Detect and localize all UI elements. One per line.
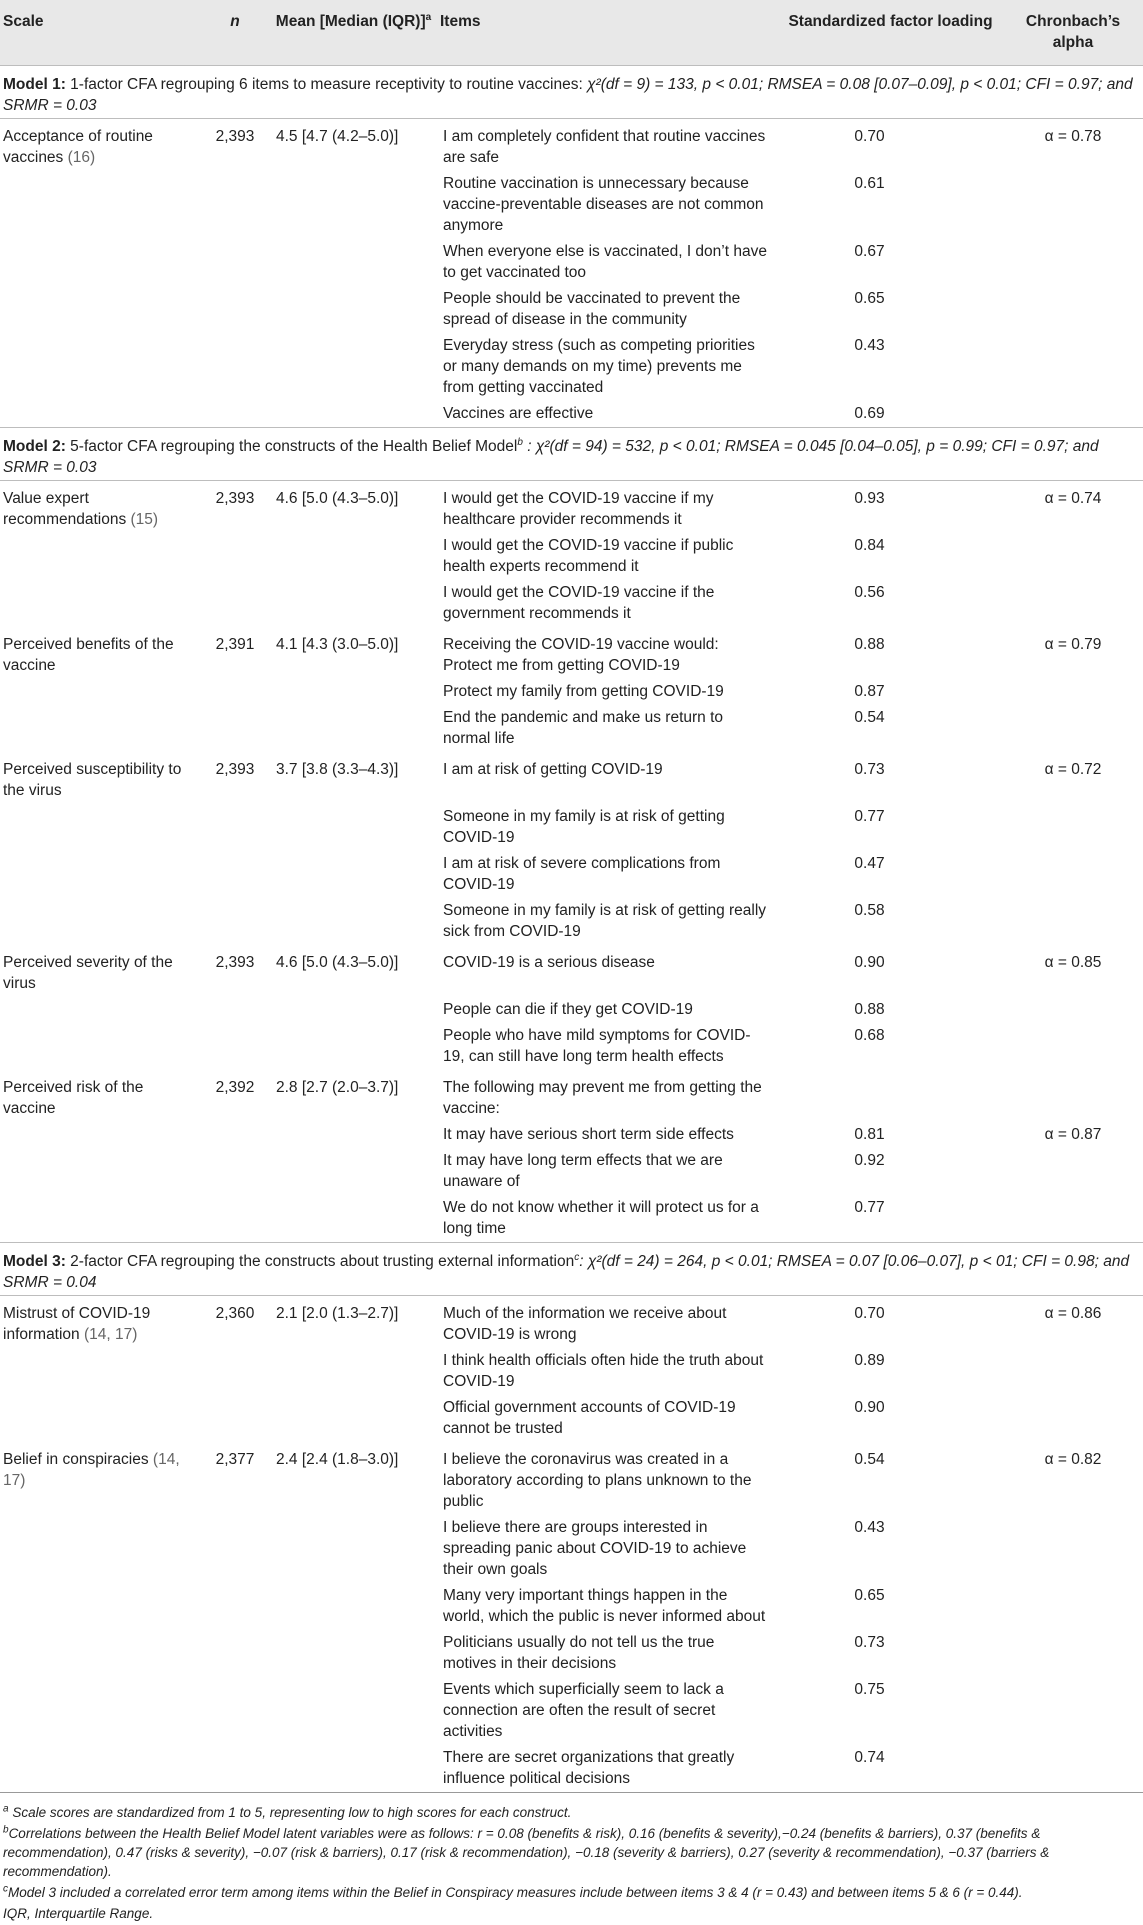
- item-text: Events which superficially seem to lack a connection are often the result of secret activities: [437, 1677, 778, 1745]
- cronbach-alpha: [1003, 804, 1143, 851]
- factor-loading: 0.47: [778, 851, 1003, 898]
- scale-label: Perceived severity of the virus: [3, 954, 173, 992]
- scale-n: 2,377: [200, 1442, 270, 1515]
- table-row: [0, 1195, 1143, 1243]
- empty-cell: [200, 705, 270, 752]
- item-text: Routine vaccination is unnecessary because vaccine-preventable diseases are not common anymore: [437, 171, 778, 239]
- model-stats: χ²(df = 9) = 133, p < 0.01; RMSEA = 0.08 [0.07–0.09], p < 0.01; CFI = 0.97; and SRMR = 0.03: [3, 76, 1133, 114]
- empty-cell: [200, 1348, 270, 1395]
- empty-cell: [200, 1023, 270, 1070]
- factor-loading: 0.58: [778, 898, 1003, 945]
- item-text: We do not know whether it will protect us for a long time: [437, 1195, 778, 1243]
- factor-loading: 0.81: [778, 1122, 1003, 1148]
- cronbach-alpha: α = 0.78: [1003, 119, 1143, 172]
- empty-cell: [200, 580, 270, 627]
- empty-cell: [270, 705, 437, 752]
- footnote: [3, 1883, 1140, 1902]
- scale-ref: (16): [68, 149, 96, 166]
- item-text: The following may prevent me from getting the vaccine:: [437, 1070, 778, 1122]
- scale-name: [0, 1442, 200, 1515]
- cronbach-alpha: [1003, 1148, 1143, 1195]
- empty-cell: [0, 1122, 200, 1148]
- table-row: [0, 945, 1143, 997]
- cronbach-alpha: [1003, 679, 1143, 705]
- factor-loading: 0.54: [778, 705, 1003, 752]
- empty-cell: [200, 851, 270, 898]
- scale-n: 2,393: [200, 481, 270, 534]
- model-label: Model 3:: [3, 1253, 66, 1270]
- scale-label: Belief in conspiracies: [3, 1451, 149, 1468]
- item-text: People should be vaccinated to prevent the spread of disease in the community: [437, 286, 778, 333]
- item-text: I am at risk of getting COVID-19: [437, 752, 778, 804]
- footnote-marker: c: [3, 1884, 8, 1895]
- empty-cell: [270, 401, 437, 428]
- empty-cell: [270, 851, 437, 898]
- footnote-text: Scale scores are standardized from 1 to 5, representing low to high scores for each construct.: [9, 1805, 572, 1820]
- cronbach-alpha: [1003, 171, 1143, 239]
- table-row: [0, 898, 1143, 945]
- table-row: [0, 1677, 1143, 1745]
- cronbach-alpha: α = 0.85: [1003, 945, 1143, 997]
- item-text: People can die if they get COVID-19: [437, 997, 778, 1023]
- scale-label: Value expert recommendations: [3, 490, 126, 528]
- scale-name: [0, 945, 200, 997]
- cronbach-alpha: α = 0.79: [1003, 627, 1143, 679]
- factor-loading: 0.43: [778, 333, 1003, 401]
- empty-cell: [0, 679, 200, 705]
- empty-cell: [200, 239, 270, 286]
- factor-loading: 0.74: [778, 1745, 1003, 1793]
- empty-cell: [200, 1122, 270, 1148]
- table-row: [0, 851, 1143, 898]
- item-text: I think health officials often hide the truth about COVID-19: [437, 1348, 778, 1395]
- empty-cell: [270, 804, 437, 851]
- header-mean: [270, 0, 437, 66]
- factor-loading: 0.90: [778, 945, 1003, 997]
- factor-loading: 0.43: [778, 1515, 1003, 1583]
- table-row: [0, 1348, 1143, 1395]
- table-row: [0, 1296, 1143, 1349]
- scale-mean: 4.1 [4.3 (3.0–5.0)]: [270, 627, 437, 679]
- empty-cell: [0, 1630, 200, 1677]
- empty-cell: [270, 997, 437, 1023]
- header-scale: Scale: [0, 0, 200, 66]
- empty-cell: [200, 1148, 270, 1195]
- item-text: Everyday stress (such as competing priorities or many demands on my time) prevents me from getting vaccinated: [437, 333, 778, 401]
- footnote: [3, 1803, 1140, 1822]
- footnotes-row: [0, 1793, 1143, 1925]
- item-text: Protect my family from getting COVID-19: [437, 679, 778, 705]
- factor-loading: 0.93: [778, 481, 1003, 534]
- empty-cell: [0, 1515, 200, 1583]
- model-text: 1-factor CFA regrouping 6 items to measure receptivity to routine vaccines:: [66, 76, 587, 93]
- item-text: Someone in my family is at risk of getting really sick from COVID-19: [437, 898, 778, 945]
- table-row: [0, 752, 1143, 804]
- cronbach-alpha: [1003, 1348, 1143, 1395]
- empty-cell: [270, 1148, 437, 1195]
- empty-cell: [0, 1677, 200, 1745]
- factor-loading: 0.65: [778, 1583, 1003, 1630]
- table-row: [0, 533, 1143, 580]
- footnote-marker: a: [3, 1804, 9, 1815]
- cronbach-alpha: α = 0.72: [1003, 752, 1143, 804]
- footnote: [3, 1824, 1140, 1881]
- empty-cell: [0, 171, 200, 239]
- footnote-text: Correlations between the Health Belief Model latent variables were as follows: r = 0.08 (benefits & risk), 0.16 (benefits & severity),−0.24 (benefits & barriers), 0.37 (benefits & recommendation), 0.47 (risks & severity), −0.07 (risk & barriers), 0.17 (risk & recommendation), −0.18 (severity & barriers), 0.27 (severity & recommendation), −0.37 (barriers & recommendation).: [3, 1826, 1049, 1879]
- empty-cell: [0, 1023, 200, 1070]
- empty-cell: [0, 1583, 200, 1630]
- empty-cell: [270, 679, 437, 705]
- empty-cell: [200, 898, 270, 945]
- cronbach-alpha: α = 0.74: [1003, 481, 1143, 534]
- scale-n: 2,393: [200, 119, 270, 172]
- item-text: It may have long term effects that we are unaware of: [437, 1148, 778, 1195]
- empty-cell: [270, 1745, 437, 1793]
- cronbach-alpha: [1003, 286, 1143, 333]
- scale-mean: 2.1 [2.0 (1.3–2.7)]: [270, 1296, 437, 1349]
- empty-cell: [270, 1122, 437, 1148]
- table-row: [0, 333, 1143, 401]
- factor-loading: 0.75: [778, 1677, 1003, 1745]
- table-row: [0, 1148, 1143, 1195]
- scale-label: Perceived susceptibility to the virus: [3, 761, 181, 799]
- cronbach-alpha: α = 0.86: [1003, 1296, 1143, 1349]
- model-stats: : χ²(df = 94) = 532, p < 0.01; RMSEA = 0.045 [0.04–0.05], p = 0.99; CFI = 0.97; and SRMR = 0.03: [3, 438, 1099, 476]
- empty-cell: [200, 679, 270, 705]
- cronbach-alpha: [1003, 851, 1143, 898]
- table-row: [0, 705, 1143, 752]
- footnote-text: Model 3 included a correlated error term among items within the Belief in Conspiracy measures include between items 3 & 4 (r = 0.43) and between items 5 & 6 (r = 0.44).: [8, 1885, 1023, 1900]
- cronbach-alpha: α = 0.87: [1003, 1122, 1143, 1148]
- item-text: People who have mild symptoms for COVID-19, can still have long term health effects: [437, 1023, 778, 1070]
- footnote-text: IQR, Interquartile Range.: [3, 1906, 153, 1921]
- model-description: [0, 428, 1143, 481]
- empty-cell: [200, 401, 270, 428]
- scale-label: Perceived benefits of the vaccine: [3, 636, 174, 674]
- cronbach-alpha: [1003, 401, 1143, 428]
- item-text: I believe the coronavirus was created in a laboratory according to plans unknown to the public: [437, 1442, 778, 1515]
- model-text: 2-factor CFA regrouping the constructs about trusting external information: [66, 1253, 574, 1270]
- empty-cell: [0, 1348, 200, 1395]
- scale-mean: 4.6 [5.0 (4.3–5.0)]: [270, 481, 437, 534]
- cronbach-alpha: [1003, 1677, 1143, 1745]
- factor-loading: 0.73: [778, 1630, 1003, 1677]
- scale-mean: 2.4 [2.4 (1.8–3.0)]: [270, 1442, 437, 1515]
- empty-cell: [270, 1630, 437, 1677]
- empty-cell: [270, 286, 437, 333]
- item-text: I would get the COVID-19 vaccine if the government recommends it: [437, 580, 778, 627]
- empty-cell: [270, 171, 437, 239]
- cronbach-alpha: [1003, 898, 1143, 945]
- empty-cell: [270, 580, 437, 627]
- table-row: [0, 997, 1143, 1023]
- table-row: [0, 1583, 1143, 1630]
- scale-name: [0, 1070, 200, 1122]
- scale-name: [0, 1296, 200, 1349]
- empty-cell: [270, 898, 437, 945]
- cronbach-alpha: [1003, 1195, 1143, 1243]
- item-text: Vaccines are effective: [437, 401, 778, 428]
- cronbach-alpha: [1003, 580, 1143, 627]
- item-text: I would get the COVID-19 vaccine if my healthcare provider recommends it: [437, 481, 778, 534]
- empty-cell: [200, 997, 270, 1023]
- table-row: [0, 804, 1143, 851]
- scale-label: Mistrust of COVID-19 information: [3, 1305, 150, 1343]
- empty-cell: [270, 1583, 437, 1630]
- cronbach-alpha: [1003, 705, 1143, 752]
- model-label: Model 1:: [3, 76, 66, 93]
- factor-loading: 0.87: [778, 679, 1003, 705]
- empty-cell: [270, 1348, 437, 1395]
- cronbach-alpha: [1003, 1023, 1143, 1070]
- item-text: When everyone else is vaccinated, I don’t have to get vaccinated too: [437, 239, 778, 286]
- factor-loading: 0.88: [778, 627, 1003, 679]
- factor-loading: 0.56: [778, 580, 1003, 627]
- cronbach-alpha: [1003, 1745, 1143, 1793]
- empty-cell: [200, 1677, 270, 1745]
- scale-n: 2,392: [200, 1070, 270, 1122]
- empty-cell: [0, 1395, 200, 1442]
- empty-cell: [200, 1515, 270, 1583]
- table-row: [0, 1442, 1143, 1515]
- model-row: [0, 1243, 1143, 1296]
- cronbach-alpha: [1003, 1515, 1143, 1583]
- table-row: [0, 580, 1143, 627]
- footnote-marker: b: [3, 1825, 9, 1836]
- table-row: [0, 1070, 1143, 1122]
- scale-ref: (14, 17): [3, 1451, 180, 1489]
- empty-cell: [0, 1148, 200, 1195]
- scale-mean: 2.8 [2.7 (2.0–3.7)]: [270, 1070, 437, 1122]
- model-sup: c: [574, 1252, 579, 1263]
- table-row: [0, 1515, 1143, 1583]
- factor-loading: 0.69: [778, 401, 1003, 428]
- cronbach-alpha: [1003, 333, 1143, 401]
- table-row: [0, 679, 1143, 705]
- table-row: [0, 1745, 1143, 1793]
- item-text: End the pandemic and make us return to normal life: [437, 705, 778, 752]
- footnote: [3, 1904, 1140, 1923]
- item-text: I am completely confident that routine vaccines are safe: [437, 119, 778, 172]
- factor-loading: 0.65: [778, 286, 1003, 333]
- table-row: [0, 171, 1143, 239]
- cronbach-alpha: [1003, 1070, 1143, 1122]
- item-text: There are secret organizations that greatly influence political decisions: [437, 1745, 778, 1793]
- item-text: I would get the COVID-19 vaccine if public health experts recommend it: [437, 533, 778, 580]
- empty-cell: [0, 1195, 200, 1243]
- scale-mean: 3.7 [3.8 (3.3–4.3)]: [270, 752, 437, 804]
- model-sup: b: [517, 437, 523, 448]
- scale-ref: (14, 17): [84, 1326, 137, 1343]
- table-row: [0, 401, 1143, 428]
- table-row: [0, 286, 1143, 333]
- item-text: It may have serious short term side effects: [437, 1122, 778, 1148]
- cronbach-alpha: [1003, 533, 1143, 580]
- factor-loading: 0.77: [778, 1195, 1003, 1243]
- scale-label: Acceptance of routine vaccines: [3, 128, 153, 166]
- empty-cell: [200, 804, 270, 851]
- empty-cell: [200, 171, 270, 239]
- cronbach-alpha: [1003, 1630, 1143, 1677]
- empty-cell: [270, 333, 437, 401]
- table-body: [0, 66, 1143, 1793]
- model-row: [0, 66, 1143, 119]
- empty-cell: [0, 401, 200, 428]
- empty-cell: [200, 333, 270, 401]
- empty-cell: [0, 898, 200, 945]
- empty-cell: [200, 1583, 270, 1630]
- empty-cell: [0, 997, 200, 1023]
- table-row: [0, 627, 1143, 679]
- scale-mean: 4.6 [5.0 (4.3–5.0)]: [270, 945, 437, 997]
- table-row: [0, 1630, 1143, 1677]
- empty-cell: [270, 1515, 437, 1583]
- empty-cell: [0, 333, 200, 401]
- scale-name: [0, 752, 200, 804]
- factor-loading: 0.67: [778, 239, 1003, 286]
- scale-n: 2,393: [200, 752, 270, 804]
- item-text: Much of the information we receive about COVID-19 is wrong: [437, 1296, 778, 1349]
- scale-mean: 4.5 [4.7 (4.2–5.0)]: [270, 119, 437, 172]
- footnotes: [0, 1793, 1143, 1925]
- scale-label: Perceived risk of the vaccine: [3, 1079, 143, 1117]
- empty-cell: [200, 286, 270, 333]
- item-text: I believe there are groups interested in spreading panic about COVID-19 to achieve their own goals: [437, 1515, 778, 1583]
- model-row: [0, 428, 1143, 481]
- empty-cell: [0, 286, 200, 333]
- empty-cell: [270, 239, 437, 286]
- factor-loading: 0.77: [778, 804, 1003, 851]
- cronbach-alpha: α = 0.82: [1003, 1442, 1143, 1515]
- scale-n: 2,391: [200, 627, 270, 679]
- cronbach-alpha: [1003, 239, 1143, 286]
- cronbach-alpha: [1003, 1583, 1143, 1630]
- empty-cell: [270, 533, 437, 580]
- empty-cell: [270, 1195, 437, 1243]
- empty-cell: [0, 804, 200, 851]
- empty-cell: [200, 533, 270, 580]
- empty-cell: [0, 705, 200, 752]
- header-mean-sup: a: [426, 12, 432, 23]
- empty-cell: [270, 1023, 437, 1070]
- scale-n: 2,360: [200, 1296, 270, 1349]
- factor-loading: [778, 1070, 1003, 1122]
- model-description: [0, 66, 1143, 119]
- factor-loading: 0.90: [778, 1395, 1003, 1442]
- factor-loading: 0.88: [778, 997, 1003, 1023]
- empty-cell: [270, 1677, 437, 1745]
- scale-n: 2,393: [200, 945, 270, 997]
- item-text: COVID-19 is a serious disease: [437, 945, 778, 997]
- item-text: Many very important things happen in the world, which the public is never informed about: [437, 1583, 778, 1630]
- table-row: [0, 1395, 1143, 1442]
- item-text: Politicians usually do not tell us the true motives in their decisions: [437, 1630, 778, 1677]
- scale-name: [0, 627, 200, 679]
- empty-cell: [0, 851, 200, 898]
- factor-loading: 0.68: [778, 1023, 1003, 1070]
- empty-cell: [200, 1745, 270, 1793]
- factor-loading: 0.54: [778, 1442, 1003, 1515]
- header-row: [0, 0, 1143, 66]
- cronbach-alpha: [1003, 997, 1143, 1023]
- scale-ref: (15): [131, 511, 159, 528]
- table-row: [0, 239, 1143, 286]
- empty-cell: [200, 1195, 270, 1243]
- table-row: [0, 119, 1143, 172]
- header-loading: Standardized factor loading: [778, 0, 1003, 66]
- factor-loading: 0.89: [778, 1348, 1003, 1395]
- empty-cell: [200, 1395, 270, 1442]
- factor-loading: 0.92: [778, 1148, 1003, 1195]
- header-alpha: Chronbach’s alpha: [1003, 0, 1143, 66]
- empty-cell: [0, 1745, 200, 1793]
- item-text: Someone in my family is at risk of getting COVID-19: [437, 804, 778, 851]
- factor-loading: 0.70: [778, 1296, 1003, 1349]
- empty-cell: [270, 1395, 437, 1442]
- scale-name: [0, 119, 200, 172]
- empty-cell: [0, 580, 200, 627]
- item-text: Receiving the COVID-19 vaccine would: Protect me from getting COVID-19: [437, 627, 778, 679]
- table-row: [0, 1023, 1143, 1070]
- item-text: I am at risk of severe complications from COVID-19: [437, 851, 778, 898]
- factor-loading: 0.61: [778, 171, 1003, 239]
- model-description: [0, 1243, 1143, 1296]
- factor-loading: 0.73: [778, 752, 1003, 804]
- factor-loading: 0.84: [778, 533, 1003, 580]
- factor-loading: 0.70: [778, 119, 1003, 172]
- cronbach-alpha: [1003, 1395, 1143, 1442]
- header-mean-label: Mean [Median (IQR)]: [276, 13, 426, 30]
- empty-cell: [0, 239, 200, 286]
- model-stats: : χ²(df = 24) = 264, p < 0.01; RMSEA = 0.07 [0.06–0.07], p < 01; CFI = 0.98; and SRMR = 0.04: [3, 1253, 1129, 1291]
- item-text: Official government accounts of COVID-19 cannot be trusted: [437, 1395, 778, 1442]
- scale-name: [0, 481, 200, 534]
- model-label: Model 2:: [3, 438, 66, 455]
- empty-cell: [200, 1630, 270, 1677]
- table-row: [0, 481, 1143, 534]
- table-row: [0, 1122, 1143, 1148]
- header-n: n: [200, 0, 270, 66]
- empty-cell: [0, 533, 200, 580]
- model-text: 5-factor CFA regrouping the constructs of the Health Belief Model: [66, 438, 517, 455]
- header-items: Items: [437, 0, 778, 66]
